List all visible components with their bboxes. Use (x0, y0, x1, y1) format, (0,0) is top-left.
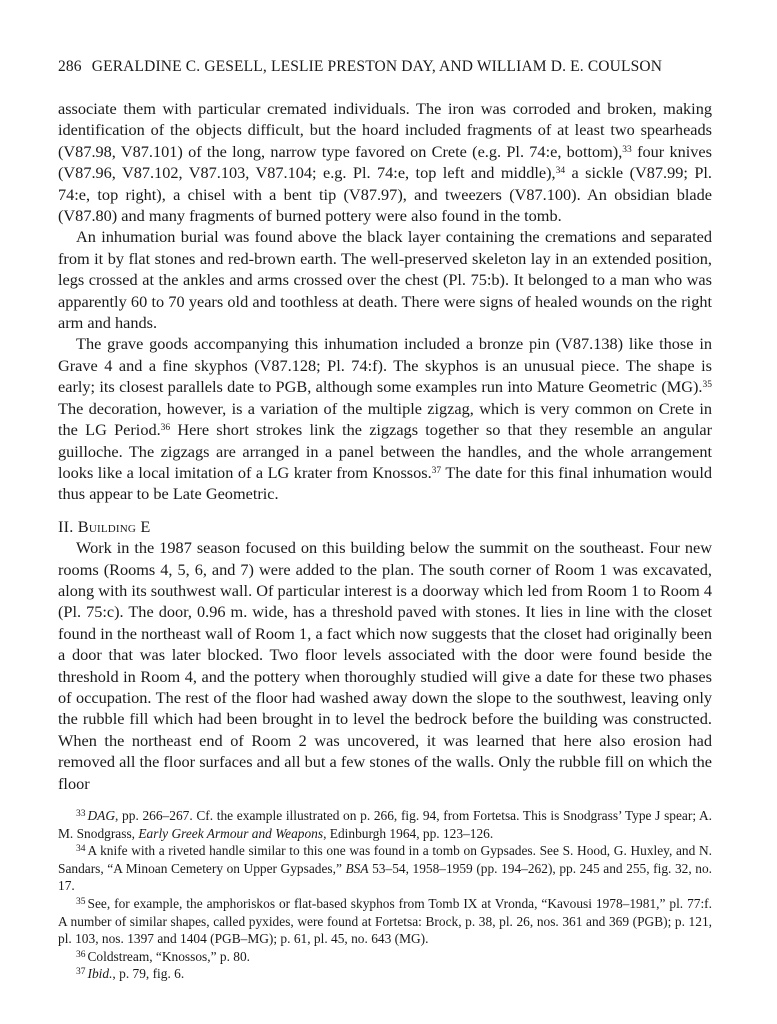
paragraph-grave-goods (58, 333, 712, 504)
footnote-number: 36 (76, 949, 86, 960)
text-run: associate them with particular cremated individuals. The iron was corroded and broken, making identification of the objects difficult, but the hoard included fragments of at least two spearheads (V87.98, V87.101) of the long, narrow type favored on Crete (e.g. Pl. 74:e, bottom), (58, 99, 712, 161)
footnote-italic: BSA (345, 860, 369, 876)
footnote-33 (58, 807, 712, 842)
section-title: Building E (77, 516, 151, 536)
footnote-number: 37 (76, 967, 86, 978)
footnote-ref-37[interactable]: 37 (431, 465, 442, 476)
footnote-35 (58, 895, 712, 948)
text-run: , p. 79, fig. 6. (112, 966, 185, 982)
paragraph-building-e: Work in the 1987 season focused on this building below the summit on the southeast. Four new rooms (Rooms 4, 5, 6, and 7) were added to the plan. The south corner of Room 1 was excavated, along with its southwest wall. Of particular interest is a doorway which led from Room 1 to Room 4 (Pl. 75:c). The door, 0.96 m. wide, has a threshold paved with stones. It lies in line with the closet found in the northeast wall of Room 1, a fact which now suggests that the closet had originally been a door that was later blocked. Two floor levels associated with the door were found beside the threshold in Room 4, and the pottery when thoroughly studied will give a date for these two phases of occupation. The rest of the floor had washed away down the slope to the southwest, leaving only the rubble fill which had been brought in to level the bedrock before the building was constructed. When the northeast end of Room 2 was uncovered, it was learned that here also erosion had removed all the floor surfaces and all but a few stones of the walls. Only the rubble fill on which the floor (58, 538, 712, 793)
footnotes (58, 807, 712, 983)
footnote-italic: Ibid. (87, 966, 113, 982)
section-heading (58, 516, 712, 537)
footnote-italic: Early Greek Armour and Weapons (138, 825, 324, 841)
paragraph-cremation-goods (58, 98, 712, 226)
text-run: 53–54, 1958–1959 (pp. 194–262), pp. 245 and 255, fig. 32, no. 17. (58, 860, 712, 894)
text-run: a sickle (V87.99; Pl. 74:e, top right), a chisel with a bent tip (V87.97), and tweezers (V87.100). An obsidian blade (V87.80) and many fragments of burned pottery were also found in the tomb. (58, 163, 713, 226)
footnote-37 (58, 965, 712, 983)
text-run: The grave goods accompanying this inhumation included a bronze pin (V87.138) like those in Grave 4 and a fine skyphos (V87.128; Pl. 74:f). The skyphos is an unusual piece. The shape is early; its closest parallels date to PGB, although some examples run into Mature Geometric (MG). (58, 334, 712, 397)
running-head (58, 57, 712, 77)
text-run: Here short strokes link the zigzags together so that they resemble an angular guilloche. The zigzags are arranged in a panel between the handles, and the whole arrangement looks like a local imitation of a LG krater from Knossos. (58, 420, 712, 482)
text-run: See, for example, the amphoriskos or flat-based skyphos from Tomb IX at Vronda, “Kavousi 1978–1981,” pl. 77:f. A number of similar shapes, called pyxides, were found at Fortetsa: Brock, p. 38, pl. 26, nos. 361 and 369 (PGB); p. 121, pl. 103, nos. 1397 and 1404 (PGB–MG); p. 61, pl. 45, no. 643 (MG). (58, 895, 712, 947)
page (58, 57, 712, 983)
footnote-number: 35 (76, 896, 86, 907)
footnote-number: 34 (76, 844, 86, 855)
footnote-34 (58, 842, 712, 895)
footnote-number: 33 (76, 809, 86, 819)
footnote-36 (58, 948, 712, 966)
text-run: Coldstream, “Knossos,” p. 80. (87, 948, 251, 964)
body-text (58, 98, 712, 794)
author-line: GERALDINE C. GESELL, LESLIE PRESTON DAY, AND WILLIAM D. E. COULSON (91, 58, 663, 75)
text-run: , Edinburgh 1964, pp. 123–126. (323, 825, 494, 841)
text-run: The decoration, however, is a variation of the multiple zigzag, which is very common on Crete in the LG Period. (58, 398, 712, 440)
footnote-ref-35[interactable]: 35 (702, 380, 712, 391)
page-number: 286 (58, 58, 82, 75)
text-run: four knives (V87.96, V87.102, V87.103, V87.104; e.g. Pl. 74:e, top left and middle), (58, 141, 712, 183)
footnote-italic: DAG (87, 808, 116, 823)
section-numeral: II. (58, 516, 74, 536)
footnote-ref-33[interactable]: 33 (622, 144, 632, 155)
footnote-ref-36[interactable]: 36 (160, 423, 171, 434)
text-run: , pp. 266–267. Cf. the example illustrated on p. 266, fig. 94, from Fortetsa. This is Snodgrass’ Type J spear; A. M. Snodgrass, (58, 808, 712, 841)
text-run: The date for this final inhumation would thus appear to be Late Geometric. (58, 462, 712, 504)
paragraph-inhumation: An inhumation burial was found above the black layer containing the cremations and separated from it by flat stones and red-brown earth. The well-preserved skeleton lay in an extended position, legs crossed at the ankles and arms crossed over the chest (Pl. 75:b). It belonged to a man who was apparently 60 to 70 years old and toothless at death. There were signs of healed wounds on the right arm and hands. (58, 227, 712, 333)
text-run: A knife with a riveted handle similar to this one was found in a tomb on Gypsades. See S. Hood, G. Huxley, and N. Sandars, “A Minoan Cemetery on Upper Gypsades,” (58, 843, 712, 876)
footnote-ref-34[interactable]: 34 (555, 166, 566, 177)
